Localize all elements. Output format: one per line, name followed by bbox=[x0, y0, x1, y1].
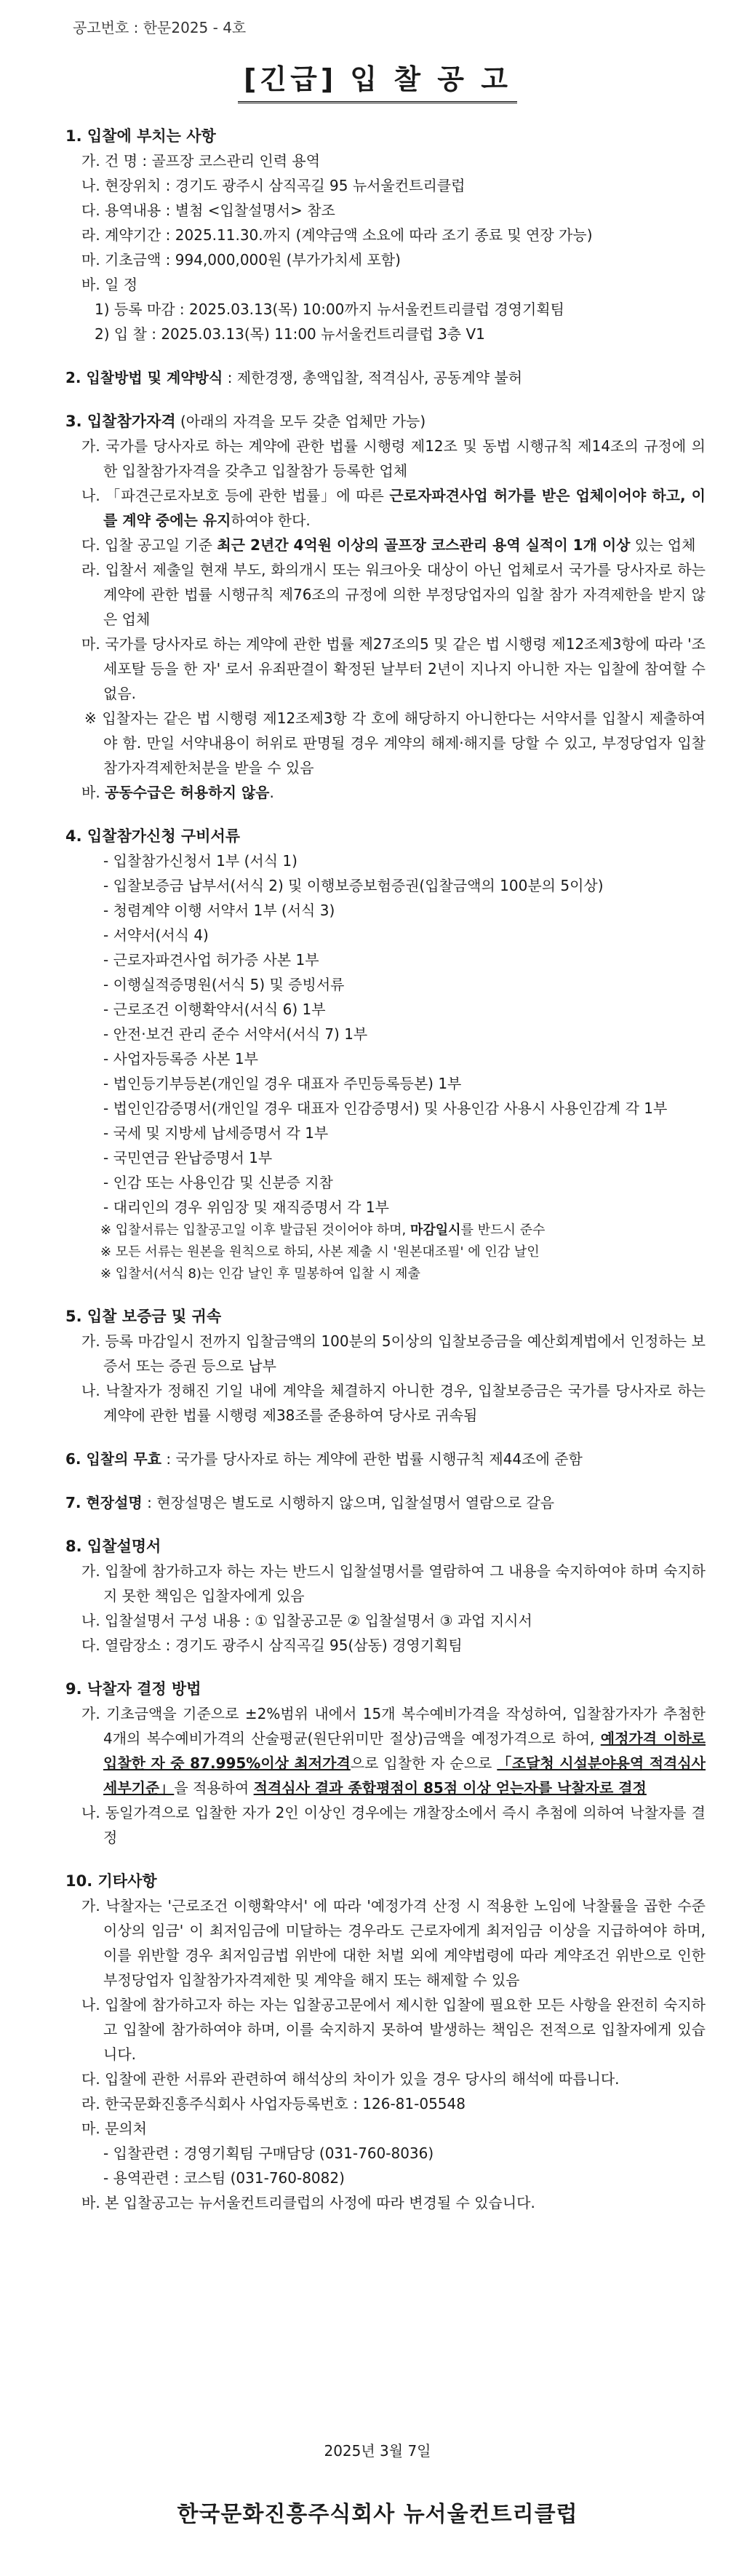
notice-date: 2025년 3월 7일 bbox=[324, 2442, 431, 2460]
s10-item-b: 나. 입찰에 참가하고자 하는 자는 입찰공고문에서 제시한 입찰에 필요한 모든 사항을 완전히 숙지하고 입찰에 참가하여야 하며, 이를 숙지하지 못하여 발생하는 책임은 전적으로 입찰자에게 있습니다. bbox=[81, 1996, 706, 2063]
s4-note-3: ※ 입찰서(서식 8)는 인감 날인 후 밀봉하여 입찰 시 제출 bbox=[100, 1266, 420, 1281]
s4-note-1: ※ 입찰서류는 입찰공고일 이후 발급된 것이어야 하며, 마감일시를 반드시 준수 bbox=[100, 1223, 546, 1238]
s4-doc-item: - 법인등기부등본(개인일 경우 대표자 주민등록등본) 1부 bbox=[103, 1075, 462, 1092]
section-8 bbox=[65, 1534, 706, 1658]
s3-item-f: 바. 공동수급은 허용하지 않음. bbox=[81, 784, 274, 801]
s4-doc-item: - 국세 및 지방세 납세증명서 각 1부 bbox=[103, 1124, 329, 1142]
section-9 bbox=[65, 1677, 706, 1850]
s4-doc-item: - 근로자파견사업 허가증 사본 1부 bbox=[103, 951, 319, 969]
s4-doc-item: - 사업자등록증 사본 1부 bbox=[103, 1050, 258, 1068]
s4-note-2: ※ 모든 서류는 원본을 원칙으로 하되, 사본 제출 시 '원본대조필' 에 인감 날인 bbox=[100, 1244, 540, 1260]
issuer-org: 한국문화진흥주식회사 뉴서울컨트리클럽 bbox=[177, 2502, 578, 2527]
s10-item-f: 바. 본 입찰공고는 뉴서울컨트리클럽의 사정에 따라 변경될 수 있습니다. bbox=[81, 2194, 535, 2211]
s3-note: ※ 입찰자는 같은 법 시행령 제12조제3항 각 호에 해당하지 아니한다는 서약서를 입찰시 제출하여야 함. 만일 서약내용이 허위로 판명될 경우 계약의 해제·해지를 당할 수 있고, 부정당업자 입찰참가자격제한처분을 받을 수 있음 bbox=[84, 709, 706, 776]
section-10 bbox=[65, 1869, 706, 2215]
section-9-title: 9. 낙찰자 결정 방법 bbox=[65, 1680, 201, 1698]
s1-schedule-registration: 1) 등록 마감 : 2025.03.13(목) 10:00까지 뉴서울컨트리클럽 경영기획팀 bbox=[95, 301, 564, 318]
s1-item-content: 다. 용역내용 : 별첨 <입찰설명서> 참조 bbox=[81, 202, 335, 219]
section-1-title: 1. 입찰에 부치는 사항 bbox=[65, 127, 216, 145]
section-10-title: 10. 기타사항 bbox=[65, 1872, 157, 1890]
s1-item-name: 가. 건 명 : 골프장 코스관리 인력 용역 bbox=[81, 152, 321, 170]
s10-contact-service: - 용역관련 : 코스팀 (031-760-8082) bbox=[103, 2169, 345, 2187]
section-2-title: 2. 입찰방법 및 계약방식 bbox=[65, 369, 223, 386]
s4-doc-item: - 이행실적증명원(서식 5) 및 증빙서류 bbox=[103, 976, 345, 993]
section-5-title: 5. 입찰 보증금 및 귀속 bbox=[65, 1308, 222, 1325]
section-4-title: 4. 입찰참가신청 구비서류 bbox=[65, 827, 241, 845]
s3-item-d: 라. 입찰서 제출일 현재 부도, 화의개시 또는 워크아웃 대상이 아닌 업체로서 국가를 당사자로 하는 계약에 관한 법률 시행규칙 제76조의 규정에 의한 부정당업자의 입찰 참가 자격제한을 받지 않은 업체 bbox=[81, 561, 706, 628]
s10-contact-bid: - 입찰관련 : 경영기획팀 구매담당 (031-760-8036) bbox=[103, 2144, 434, 2162]
s5-item-a: 가. 등록 마감일시 전까지 입찰금액의 100분의 5이상의 입찰보증금을 예산회계법에서 인정하는 보증서 또는 증권 등으로 납부 bbox=[81, 1332, 706, 1375]
s1-item-period: 라. 계약기간 : 2025.11.30.까지 (계약금액 소요에 따라 조기 종료 및 연장 가능) bbox=[81, 226, 593, 244]
s4-doc-item: - 대리인의 경우 위임장 및 재직증명서 각 1부 bbox=[103, 1198, 389, 1216]
s3-item-b: 나. 「파견근로자보호 등에 관한 법률」에 따른 근로자파견사업 허가를 받은 업체이어야 하고, 이를 계약 중에는 유지하여야 한다. bbox=[81, 487, 706, 529]
section-1 bbox=[65, 124, 706, 346]
section-5 bbox=[65, 1304, 706, 1428]
s8-item-c: 다. 열람장소 : 경기도 광주시 삼직곡길 95(삼동) 경영기획팀 bbox=[81, 1637, 463, 1654]
s10-item-d: 라. 한국문화진흥주식회사 사업자등록번호 : 126-81-05548 bbox=[81, 2095, 466, 2112]
s10-item-e: 마. 문의처 bbox=[81, 2120, 147, 2137]
s4-doc-item: - 입찰보증금 납부서(서식 2) 및 이행보증보험증권(입찰금액의 100분의 5이상) bbox=[103, 877, 604, 894]
section-2-text: : 제한경쟁, 총액입찰, 적격심사, 공동계약 불허 bbox=[223, 369, 523, 386]
s1-item-location: 나. 현장위치 : 경기도 광주시 삼직곡길 95 뉴서울컨트리클럽 bbox=[81, 177, 466, 194]
s4-doc-item: - 국민연금 완납증명서 1부 bbox=[103, 1149, 273, 1166]
section-2 bbox=[65, 365, 706, 390]
section-7-title: 7. 현장설명 bbox=[65, 1494, 143, 1511]
title-wrap bbox=[0, 57, 755, 103]
s3-item-c: 다. 입찰 공고일 기준 최근 2년간 4억원 이상의 골프장 코스관리 용역 실적이 1개 이상 있는 업체 bbox=[81, 536, 696, 554]
notice-number: 공고번호 : 한문2025 - 4호 bbox=[73, 19, 247, 36]
page-title: [긴급] 입 찰 공 고 bbox=[238, 57, 517, 103]
section-8-title: 8. 입찰설명서 bbox=[65, 1538, 161, 1555]
s9-item-b: 나. 동일가격으로 입찰한 자가 2인 이상인 경우에는 개찰장소에서 즉시 추첨에 의하여 낙찰자를 결정 bbox=[81, 1804, 706, 1846]
section-7-text: : 현장설명은 별도로 시행하지 않으며, 입찰설명서 열람으로 갈음 bbox=[142, 1494, 555, 1511]
s4-doc-item: - 입찰참가신청서 1부 (서식 1) bbox=[103, 852, 297, 870]
s9-item-a: 가. 기초금액을 기준으로 ±2%범위 내에서 15개 복수예비가격을 작성하여, 입찰참가자가 추첨한 4개의 복수예비가격의 산술평균(원단위미만 절상)금액을 예정가격으로 하여, 예정가격 이하로 입찰한 자 중 87.995%이상 최저가격으로 입찰한 자 순으로 「조달청 시설분야용역 적격심사세부기준」을 적용하여 적격심사 결과 종합평점이 85점 이상 얻는자를 낙찰자로 결정 bbox=[81, 1705, 706, 1797]
s8-item-a: 가. 입찰에 참가하고자 하는 자는 반드시 입찰설명서를 열람하여 그 내용을 숙지하여야 하며 숙지하지 못한 책임은 입찰자에게 있음 bbox=[81, 1562, 706, 1605]
section-4 bbox=[65, 824, 706, 1285]
s4-doc-item: - 안전·보건 관리 준수 서약서(서식 7) 1부 bbox=[103, 1025, 368, 1043]
s1-item-schedule: 바. 일 정 bbox=[81, 276, 138, 293]
s4-doc-item: - 청렴계약 이행 서약서 1부 (서식 3) bbox=[103, 902, 335, 919]
section-3-note: (아래의 자격을 모두 갖춘 업체만 가능) bbox=[175, 413, 426, 430]
s1-schedule-bid: 2) 입 찰 : 2025.03.13(목) 11:00 뉴서울컨트리클럽 3층 V1 bbox=[95, 325, 485, 343]
s4-doc-item: - 법인인감증명서(개인일 경우 대표자 인감증명서) 및 사용인감 사용시 사용인감계 각 1부 bbox=[103, 1100, 668, 1117]
section-3 bbox=[65, 409, 706, 805]
s10-item-c: 다. 입찰에 관한 서류와 관련하여 해석상의 차이가 있을 경우 당사의 해석에 따릅니다. bbox=[81, 2070, 620, 2088]
s8-item-b: 나. 입찰설명서 구성 내용 : ① 입찰공고문 ② 입찰설명서 ③ 과업 지시서 bbox=[81, 1612, 532, 1629]
s4-doc-item: - 근로조건 이행확약서(서식 6) 1부 bbox=[103, 1001, 326, 1018]
section-6 bbox=[65, 1447, 706, 1471]
s4-doc-item: - 서약서(서식 4) bbox=[103, 926, 209, 944]
s4-doc-item: - 인감 또는 사용인감 및 신분증 지참 bbox=[103, 1174, 333, 1191]
s3-item-e: 마. 국가를 당사자로 하는 계약에 관한 법률 제27조의5 및 같은 법 시행령 제12조제3항에 따라 '조세포탈 등을 한 자' 로서 유죄판결이 확정된 날부터 2년이 지나지 아니한 자는 입찰에 참여할 수 없음. bbox=[81, 635, 706, 702]
s10-item-a: 가. 낙찰자는 '근로조건 이행확약서' 에 따라 '예정가격 산정 시 적용한 노임에 낙찰률을 곱한 수준 이상의 임금' 이 최저임금에 미달하는 경우라도 근로자에게 최저임금 이상을 지급하여야 하며, 이를 위반할 경우 최저임금법 위반에 대한 처벌 외에 계약법령에 따라 계약조건 위반으로 인한 부정당업자 입찰참가자격제한 및 계약을 해지 또는 해제할 수 있음 bbox=[81, 1897, 706, 1989]
section-6-text: : 국가를 당사자로 하는 계약에 관한 법률 시행규칙 제44조에 준함 bbox=[161, 1450, 583, 1468]
notice-content bbox=[65, 124, 706, 2234]
section-3-title: 3. 입찰참가자격 bbox=[65, 413, 176, 430]
section-7 bbox=[65, 1490, 706, 1515]
s1-item-base-amount: 마. 기초금액 : 994,000,000원 (부가가치세 포함) bbox=[81, 251, 401, 269]
section-6-title: 6. 입찰의 무효 bbox=[65, 1450, 162, 1468]
s3-item-a: 가. 국가를 당사자로 하는 계약에 관한 법률 시행령 제12조 및 동법 시행규칙 제14조의 규정에 의한 입찰참가자격을 갖추고 입찰참가 등록한 업체 bbox=[81, 437, 706, 480]
s5-item-b: 나. 낙찰자가 정해진 기일 내에 계약을 체결하지 아니한 경우, 입찰보증금은 국가를 당사자로 하는 계약에 관한 법률 시행령 제38조를 준용하여 당사로 귀속됨 bbox=[81, 1382, 706, 1424]
